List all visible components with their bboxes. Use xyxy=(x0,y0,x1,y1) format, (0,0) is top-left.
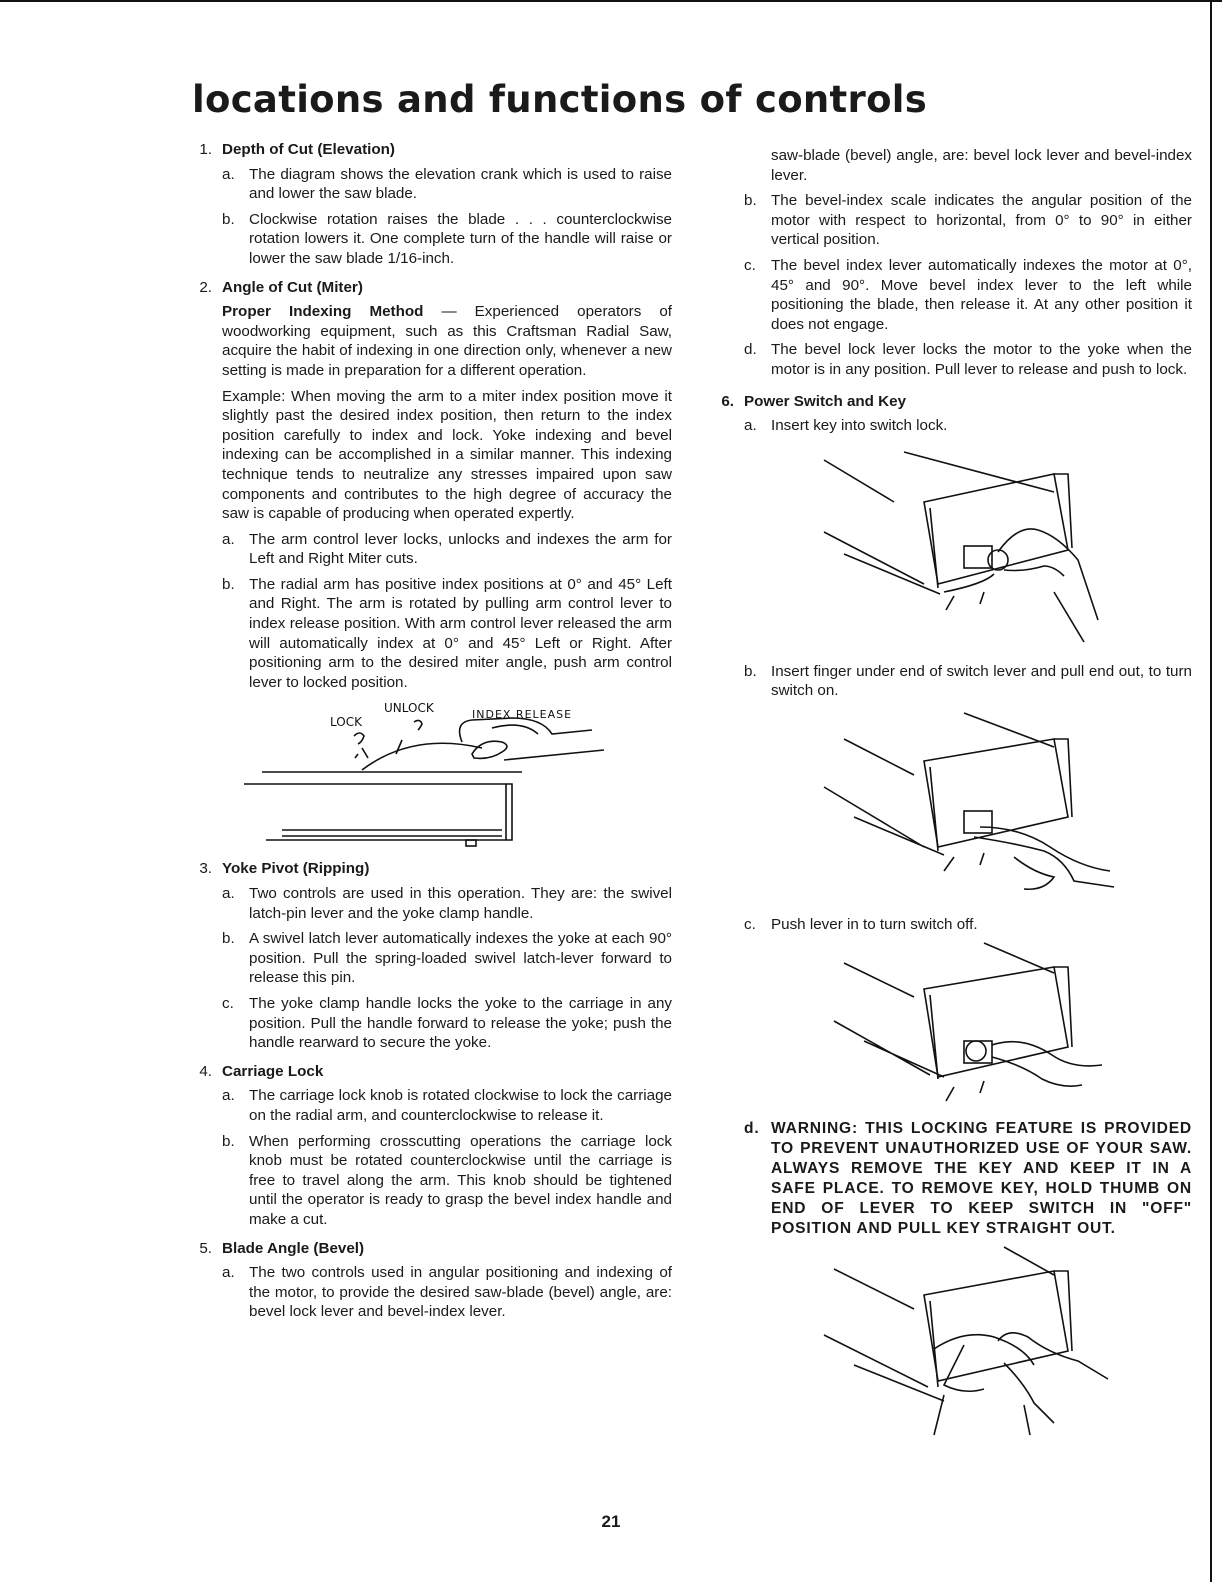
section-depth-of-cut xyxy=(190,140,672,269)
item-text: The carriage lock knob is rotated clockwise to lock the carriage on the radial arm, and counterclockwise to release it. xyxy=(249,1087,672,1124)
unlock-label: UNLOCK xyxy=(384,701,434,716)
item-label: a. xyxy=(222,885,235,903)
page-frame-top xyxy=(0,0,1222,2)
section-heading xyxy=(199,859,672,879)
indexing-method-label: Proper Indexing Method xyxy=(222,303,424,321)
indexing-method-text: — Experienced operators of woodworking equipment, such as this Craftsman Radial Saw, acquire the habit of indexing in one direction only, whenever a new setting is made in preparation for a different operation. xyxy=(222,303,672,379)
section-number: 2. xyxy=(199,278,212,296)
item-label: b. xyxy=(222,1132,235,1150)
item-text: The bevel lock lever locks the motor to the yoke when the motor is in any position. Pull lever to release and push to lock. xyxy=(771,341,1192,378)
list-item xyxy=(222,1132,672,1230)
section-heading xyxy=(199,140,672,160)
section-title: Carriage Lock xyxy=(222,1062,324,1080)
section-heading xyxy=(721,392,1192,412)
item-text: The radial arm has positive index positions at 0° and 45° Left and Right. The arm is rotated by pulling arm control lever to index release position. With arm control lever released the arm will automatically index at 0° and 45° Left or Right. After positioning arm to the desired miter angle, push arm control lever to locked position. xyxy=(249,575,672,691)
lock-label: LOCK xyxy=(330,715,362,730)
item-text: The two controls used in angular positioning and indexing of the motor, to provide the desired saw-blade (bevel) angle, are: bevel lock lever and bevel-index lever. xyxy=(249,1264,672,1321)
item-text: Push lever in to turn switch off. xyxy=(771,915,978,933)
section-carriage-lock xyxy=(190,1062,672,1230)
lock-arrow xyxy=(354,733,364,744)
switch-off-illustration xyxy=(784,941,1114,1111)
page-number: 21 xyxy=(601,1512,621,1531)
list-item-continued xyxy=(744,146,1192,185)
warning-item xyxy=(744,1119,1192,1239)
section-title: Blade Angle (Bevel) xyxy=(222,1239,365,1257)
item-label: a. xyxy=(744,417,757,435)
item-text: The diagram shows the elevation crank which is used to raise and lower the saw blade. xyxy=(249,165,672,203)
section-heading xyxy=(199,1062,672,1082)
list-item xyxy=(222,929,672,988)
left-column xyxy=(190,140,672,1321)
list-item xyxy=(222,1263,672,1321)
arm-control-lever-illustration xyxy=(242,698,622,850)
item-text: When performing crosscutting operations the carriage lock knob must be rotated counterclockwise until the carriage is free to travel along the arm. This knob should be tightened until the operator is ready to grasp the bevel index handle and make a cut. xyxy=(249,1132,672,1228)
remove-key-illustration xyxy=(784,1245,1114,1441)
warning-text: WARNING: THIS LOCKING FEATURE IS PROVIDED TO PREVENT UNAUTHORIZED USE OF YOUR SAW. ALWAYS REMOVE THE KEY AND KEEP IT IN A SAFE PLACE. TO REMOVE KEY, HOLD THUMB ON END OF LEVER TO KEEP SWITCH IN "OFF" POSITION AND PULL KEY STRAIGHT OUT. xyxy=(771,1119,1192,1237)
unlock-arrow xyxy=(414,721,422,731)
left-hand-outline xyxy=(934,1334,1034,1364)
section-heading xyxy=(199,278,672,298)
item-text: The yoke clamp handle locks the yoke to the carriage in any position. Pull the handle forward to release the yoke; push the handle rearward to secure the yoke. xyxy=(249,995,672,1052)
saw-arm-body xyxy=(244,784,506,840)
switch-box-front xyxy=(924,967,1068,1077)
item-text: The bevel index lever automatically indexes the motor at 0°, 45° and 90°. Move bevel index lever to the left while positioning the blade, then release it. At any other position it does not engage. xyxy=(771,256,1192,333)
page-title: locations and functions of controls xyxy=(192,78,928,121)
section-title: Depth of Cut (Elevation) xyxy=(222,141,395,158)
item-label: c. xyxy=(744,256,756,274)
item-label: a. xyxy=(222,1087,235,1105)
item-text: The arm control lever locks, unlocks and indexes the arm for Left and Right Miter cuts. xyxy=(249,530,672,568)
item-label: c. xyxy=(744,915,756,933)
key-knob xyxy=(988,550,1008,570)
list-item xyxy=(222,994,672,1053)
section-power-switch xyxy=(712,392,1192,1441)
section-number: 3. xyxy=(199,860,212,878)
section-title: Yoke Pivot (Ripping) xyxy=(222,860,370,878)
section-blade-angle-continued xyxy=(712,146,1192,380)
item-text-continued: saw-blade (bevel) angle, are: bevel lock lever and bevel-index lever. xyxy=(771,147,1192,184)
item-label: b. xyxy=(222,930,235,948)
list-item xyxy=(222,1086,672,1125)
section-heading xyxy=(199,1239,672,1259)
list-item xyxy=(222,210,672,269)
section-number: 4. xyxy=(199,1062,212,1080)
item-label: b. xyxy=(744,662,757,680)
item-label: a. xyxy=(222,530,235,548)
right-column xyxy=(712,146,1192,1450)
switch-on-illustration xyxy=(784,707,1114,907)
item-label: a. xyxy=(222,1264,235,1282)
section-number: 5. xyxy=(199,1239,212,1257)
item-text: Insert key into switch lock. xyxy=(771,417,948,435)
list-item xyxy=(222,575,672,693)
item-label: b. xyxy=(222,575,235,593)
switch-box-front xyxy=(924,739,1068,847)
item-label: b. xyxy=(744,192,757,210)
section-angle-of-cut xyxy=(190,278,672,851)
list-item xyxy=(744,191,1192,250)
list-item xyxy=(744,340,1192,379)
item-text: Clockwise rotation raises the blade . . . counterclockwise rotation lowers it. One complete turn of the handle will raise or lower the saw blade 1/16-inch. xyxy=(249,210,672,267)
list-item xyxy=(744,662,1192,701)
section-blade-angle xyxy=(190,1239,672,1321)
hand-outline xyxy=(460,718,592,742)
item-text: Insert finger under end of switch lever and pull end out, to turn switch on. xyxy=(771,662,1192,700)
list-item xyxy=(222,884,672,923)
section-yoke-pivot xyxy=(190,859,672,1052)
item-text: Two controls are used in this operation. They are: the swivel latch-pin lever and the yoke clamp handle. xyxy=(249,885,672,922)
hand-outline xyxy=(998,529,1098,620)
item-label: a. xyxy=(222,165,235,183)
insert-key-illustration xyxy=(784,442,1114,654)
section-title: Power Switch and Key xyxy=(744,392,907,410)
list-item xyxy=(744,915,1192,935)
switch-box-front xyxy=(924,1271,1068,1381)
item-label: b. xyxy=(222,210,235,228)
example-paragraph: Example: When moving the arm to a miter index position move it slightly past the desired index position, then return to the index position carefully to index and lock. Yoke indexing and bevel indexing can be accomplished in a similar manner. This indexing technique tends to neutralize any stresses impaired upon saw components and contributes to the high degree of accuracy the saw is capable of producing when operated expertly. xyxy=(222,387,672,523)
section-number: 1. xyxy=(199,141,212,158)
item-label: c. xyxy=(222,995,234,1012)
list-item xyxy=(222,165,672,204)
right-hand-outline xyxy=(998,1332,1108,1378)
item-label: d. xyxy=(744,1119,760,1137)
item-text: A swivel latch lever automatically indexes the yoke at each 90° position. Pull the spring-loaded swivel latch-lever forward to release this pin. xyxy=(249,930,672,987)
list-item xyxy=(222,530,672,569)
item-text: The bevel-index scale indicates the angular position of the motor with respect to horizontal, from 0° to 90° in either vertical position. xyxy=(771,192,1192,249)
list-item xyxy=(744,416,1192,436)
list-item xyxy=(744,256,1192,334)
page-frame-right xyxy=(1210,0,1212,1582)
index-release-label: INDEX RELEASE xyxy=(472,708,573,722)
section-number: 6. xyxy=(721,392,734,410)
item-label: d. xyxy=(744,341,757,359)
section-title: Angle of Cut (Miter) xyxy=(222,278,363,296)
indexing-method-paragraph xyxy=(222,302,672,380)
